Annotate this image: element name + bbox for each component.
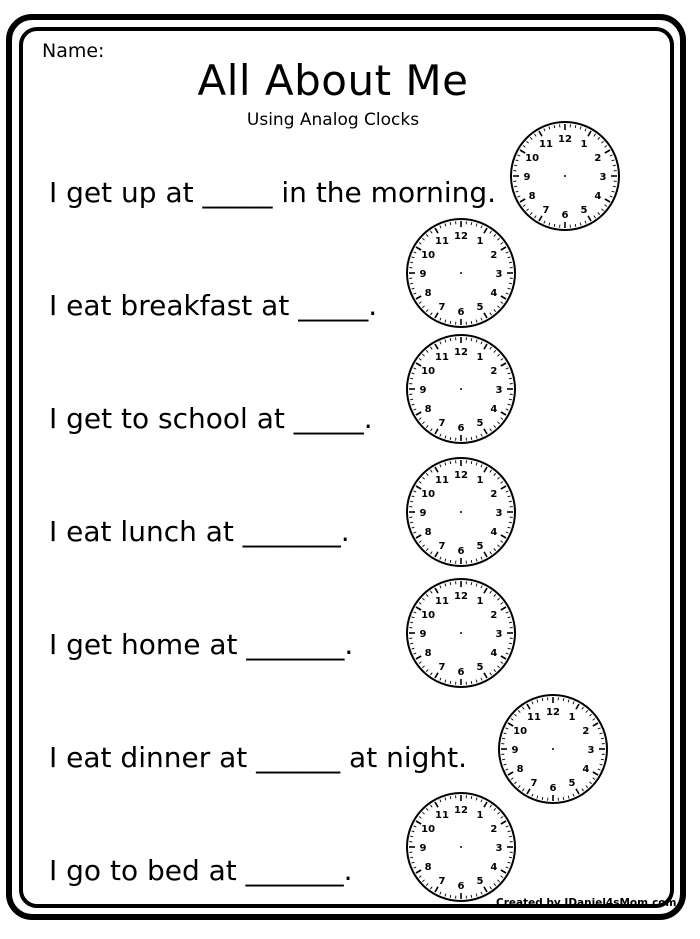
clock-tick	[450, 681, 451, 684]
clock-tick	[601, 759, 604, 760]
clock-numeral: 6	[549, 783, 557, 794]
clock-numeral: 11	[435, 352, 449, 364]
clock-numeral: 11	[435, 810, 449, 822]
clock-face-wake-up-icon	[508, 119, 622, 233]
clock-numeral: 8	[424, 404, 432, 415]
clock-numeral: 11	[435, 596, 449, 608]
clock-tick	[575, 125, 576, 128]
clock-numeral: 1	[568, 712, 576, 724]
clock-tick	[450, 560, 451, 563]
clock-numeral: 12	[454, 231, 468, 242]
clock-center	[460, 272, 462, 274]
clock-numeral: 10	[421, 489, 436, 500]
clock-numeral: 12	[454, 591, 468, 602]
clock-numeral: 1	[476, 475, 484, 487]
name-label: Name:	[42, 40, 105, 62]
clock-tick	[471, 895, 472, 898]
clock-tick	[471, 560, 472, 563]
clock-center	[460, 511, 462, 513]
clock-numeral: 6	[457, 307, 465, 318]
clock-center	[460, 632, 462, 634]
clock-tick	[502, 738, 505, 739]
clock-numeral: 4	[582, 764, 590, 775]
sentence-school: I get to school at _____.	[49, 402, 373, 435]
clock-tick	[410, 522, 413, 523]
clock-numeral: 5	[476, 301, 484, 313]
clock-numeral: 4	[594, 191, 602, 202]
clock-numeral: 3	[495, 269, 503, 280]
clock-numeral: 2	[490, 366, 498, 377]
clock-tick	[450, 796, 451, 799]
clock-tick	[410, 378, 413, 379]
clock-center	[564, 175, 566, 177]
clock-numeral: 3	[495, 843, 503, 854]
clock-tick	[410, 399, 413, 400]
clock-numeral: 3	[495, 385, 503, 396]
clock-tick	[410, 262, 413, 263]
clock-tick	[471, 437, 472, 440]
clock-numeral: 4	[490, 404, 498, 415]
clock-tick	[613, 186, 616, 187]
clock-tick	[471, 461, 472, 464]
clock-numeral: 9	[511, 745, 519, 756]
clock-numeral: 1	[580, 139, 588, 151]
clock-numeral: 5	[476, 875, 484, 887]
clock-face-lunch-icon	[404, 455, 518, 569]
clock-tick	[509, 378, 512, 379]
clock-tick	[554, 224, 555, 227]
clock-tick	[509, 622, 512, 623]
clock-numeral: 5	[476, 661, 484, 673]
credit-text: Created by JDaniel4sMom.com	[496, 897, 677, 909]
clock-face-school-icon	[404, 332, 518, 446]
clock-numeral: 5	[580, 204, 588, 216]
clock-tick	[613, 165, 616, 166]
clock-face-breakfast-icon	[404, 216, 518, 330]
page-title: All About Me	[197, 56, 469, 105]
clock-numeral: 10	[421, 610, 436, 621]
clock-tick	[542, 698, 543, 701]
clock-numeral: 6	[457, 423, 465, 434]
clock-tick	[410, 857, 413, 858]
clock-tick	[410, 501, 413, 502]
clock-tick	[450, 895, 451, 898]
clock-tick	[509, 501, 512, 502]
clock-numeral: 11	[435, 475, 449, 487]
clock-numeral: 12	[546, 707, 560, 718]
clock-numeral: 9	[419, 385, 427, 396]
clock-tick	[471, 796, 472, 799]
clock-numeral: 12	[454, 470, 468, 481]
clock-numeral: 1	[476, 810, 484, 822]
clock-numeral: 8	[424, 648, 432, 659]
clock-face-dinner-icon	[496, 692, 610, 806]
clock-tick	[450, 582, 451, 585]
clock-center	[460, 388, 462, 390]
clock-numeral: 7	[438, 301, 446, 313]
clock-numeral: 12	[558, 134, 572, 145]
clock-tick	[450, 321, 451, 324]
clock-numeral: 6	[457, 881, 465, 892]
clock-numeral: 4	[490, 648, 498, 659]
clock-numeral: 7	[542, 204, 550, 216]
sentence-home: I get home at _______.	[49, 628, 354, 661]
clock-center	[552, 748, 554, 750]
clock-numeral: 6	[457, 667, 465, 678]
clock-numeral: 10	[421, 824, 436, 835]
clock-tick	[471, 338, 472, 341]
clock-numeral: 11	[539, 139, 553, 151]
clock-tick	[575, 224, 576, 227]
clock-numeral: 2	[490, 610, 498, 621]
clock-tick	[554, 125, 555, 128]
clock-numeral: 5	[476, 540, 484, 552]
clock-numeral: 10	[525, 153, 540, 164]
clock-tick	[471, 681, 472, 684]
clock-tick	[509, 836, 512, 837]
clock-numeral: 7	[438, 661, 446, 673]
clock-numeral: 7	[530, 777, 538, 789]
clock-numeral: 7	[438, 875, 446, 887]
clock-numeral: 7	[438, 417, 446, 429]
clock-numeral: 1	[476, 352, 484, 364]
clock-numeral: 3	[495, 508, 503, 519]
sentence-bed: I go to bed at _______.	[49, 854, 353, 887]
clock-numeral: 8	[528, 191, 536, 202]
clock-numeral: 3	[599, 172, 607, 183]
clock-tick	[601, 738, 604, 739]
clock-numeral: 10	[421, 366, 436, 377]
clock-numeral: 2	[490, 489, 498, 500]
clock-tick	[514, 186, 517, 187]
clock-numeral: 1	[476, 596, 484, 608]
clock-tick	[514, 165, 517, 166]
clock-numeral: 9	[419, 508, 427, 519]
clock-tick	[542, 797, 543, 800]
clock-tick	[563, 698, 564, 701]
clock-numeral: 4	[490, 288, 498, 299]
clock-numeral: 7	[438, 540, 446, 552]
clock-numeral: 8	[516, 764, 524, 775]
clock-numeral: 1	[476, 236, 484, 248]
sentence-dinner: I eat dinner at ______ at night.	[49, 741, 468, 774]
clock-numeral: 2	[490, 824, 498, 835]
clock-tick	[410, 643, 413, 644]
clock-tick	[509, 522, 512, 523]
clock-numeral: 9	[419, 629, 427, 640]
clock-tick	[509, 399, 512, 400]
clock-numeral: 6	[561, 210, 569, 221]
clock-numeral: 8	[424, 862, 432, 873]
clock-numeral: 9	[523, 172, 531, 183]
clock-numeral: 2	[582, 726, 590, 737]
clock-tick	[471, 321, 472, 324]
clock-numeral: 10	[513, 726, 528, 737]
clock-numeral: 4	[490, 527, 498, 538]
clock-tick	[450, 222, 451, 225]
clock-numeral: 11	[527, 712, 541, 724]
clock-tick	[509, 283, 512, 284]
clock-tick	[509, 857, 512, 858]
clock-tick	[509, 262, 512, 263]
clock-numeral: 5	[476, 417, 484, 429]
clock-numeral: 6	[457, 546, 465, 557]
clock-numeral: 9	[419, 269, 427, 280]
clock-numeral: 12	[454, 347, 468, 358]
clock-numeral: 12	[454, 805, 468, 816]
sentence-wake-up: I get up at _____ in the morning.	[49, 176, 497, 209]
clock-numeral: 2	[594, 153, 602, 164]
clock-numeral: 3	[495, 629, 503, 640]
clock-tick	[410, 622, 413, 623]
clock-numeral: 4	[490, 862, 498, 873]
sentence-breakfast: I eat breakfast at _____.	[49, 289, 378, 322]
clock-tick	[471, 222, 472, 225]
clock-numeral: 10	[421, 250, 436, 261]
clock-tick	[509, 643, 512, 644]
clock-numeral: 9	[419, 843, 427, 854]
clock-tick	[471, 582, 472, 585]
clock-tick	[502, 759, 505, 760]
clock-numeral: 2	[490, 250, 498, 261]
clock-numeral: 5	[568, 777, 576, 789]
clock-tick	[410, 283, 413, 284]
clock-center	[460, 846, 462, 848]
clock-face-bed-icon	[404, 790, 518, 904]
clock-tick	[410, 836, 413, 837]
clock-tick	[450, 437, 451, 440]
clock-face-home-icon	[404, 576, 518, 690]
page-subtitle: Using Analog Clocks	[246, 110, 420, 130]
clock-tick	[450, 338, 451, 341]
clock-tick	[563, 797, 564, 800]
clock-numeral: 3	[587, 745, 595, 756]
clock-tick	[450, 461, 451, 464]
sentence-lunch: I eat lunch at _______.	[49, 515, 350, 548]
clock-numeral: 11	[435, 236, 449, 248]
clock-numeral: 8	[424, 527, 432, 538]
clock-numeral: 8	[424, 288, 432, 299]
